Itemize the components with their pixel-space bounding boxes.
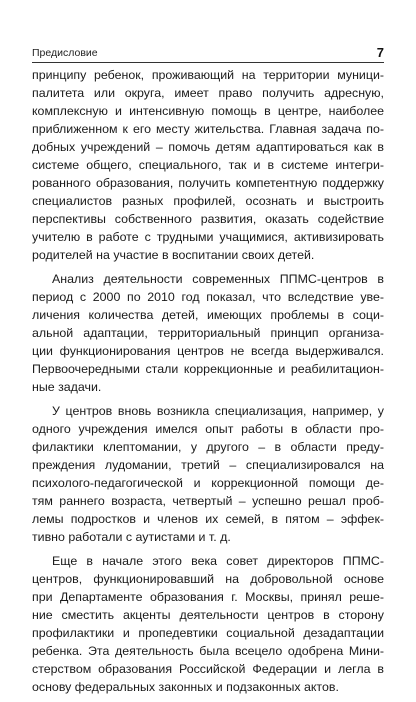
text-line: добных учреждений – помочь детям адаптироваться как в <box>32 140 384 154</box>
paragraph <box>32 552 384 696</box>
text-line: основу федеральных законных и подзаконных актов. <box>32 680 339 694</box>
text-line: личения количества детей, имеющих проблемы в соци- <box>32 308 384 322</box>
text-line: альной адаптации, территориальный принцип организа- <box>32 326 384 340</box>
header-divider <box>32 62 384 63</box>
text-line: принципу ребенок, проживающий на территории муници- <box>32 68 384 82</box>
text-line: перспективы собственного развития, оказать содействие <box>32 212 384 226</box>
text-line: У центров вновь возникла специализация, например, у <box>52 404 384 418</box>
section-title: Предисловие <box>32 47 98 59</box>
paragraph <box>32 402 384 546</box>
text-line: системе общего, специального, так и в системе интегри- <box>32 158 384 172</box>
text-line: приближенном к его месту жительства. Главная задача по- <box>32 122 384 136</box>
text-line: ребенка. Эта деятельность была всецело одобрена Мини- <box>32 644 384 658</box>
text-line: Первоочередными стали коррекционные и реабилитацион- <box>32 362 384 376</box>
page-number: 7 <box>376 45 384 60</box>
body-text <box>32 66 384 702</box>
text-line: комплексную и интенсивную помощь в центре, наиболее <box>32 104 384 118</box>
text-line: одного учреждения имелся опыт работы в области про- <box>32 422 384 436</box>
text-line: ные задачи. <box>32 380 102 394</box>
text-line: рованного образования, получить компетентную поддержку <box>32 176 384 190</box>
text-line: ние сместить акценты деятельности центров в сторону <box>32 608 384 622</box>
text-line: период с 2000 по 2010 год показал, что вследствие уве- <box>32 290 384 304</box>
paragraph <box>32 66 384 264</box>
text-line: лемы подростков и членов их семей, в пятом – эффек- <box>32 512 384 526</box>
text-line: учителю в работе с трудными учащимися, активизировать <box>32 230 384 244</box>
text-line: филактики клептомании, у другого – в области преду- <box>32 440 384 454</box>
text-line: родителей на участие в воспитании своих детей. <box>32 248 315 262</box>
text-line: тивно работали с аутистами и т. д. <box>32 530 231 544</box>
text-line: специалистов разных профилей, осознать и выстроить <box>32 194 384 208</box>
running-header <box>32 38 384 62</box>
text-line: при Департаменте образования г. Москвы, принял реше- <box>32 590 384 604</box>
text-line: психолого-педагогической и коррекционной помощи де- <box>32 476 384 490</box>
text-line: тям раннего возраста, четвертый – успешно решал проб- <box>32 494 384 508</box>
text-line: палитета или округа, имеет право получить адресную, <box>32 86 384 100</box>
text-line: Еще в начале этого века совет директоров ППМС- <box>52 554 384 568</box>
text-line: Анализ деятельности современных ППМС-центров в <box>52 272 384 286</box>
text-line: профилактики и пропедевтики социальной дезадаптации <box>32 626 384 640</box>
paragraph <box>32 270 384 396</box>
text-line: ции функционирования центров не всегда выдерживался. <box>32 344 384 358</box>
text-line: центров, функционировавший на добровольной основе <box>32 572 384 586</box>
text-line: преждения лудомании, третий – специализировался на <box>32 458 384 472</box>
text-line: стерством образования Российской Федерации и легла в <box>32 662 384 676</box>
